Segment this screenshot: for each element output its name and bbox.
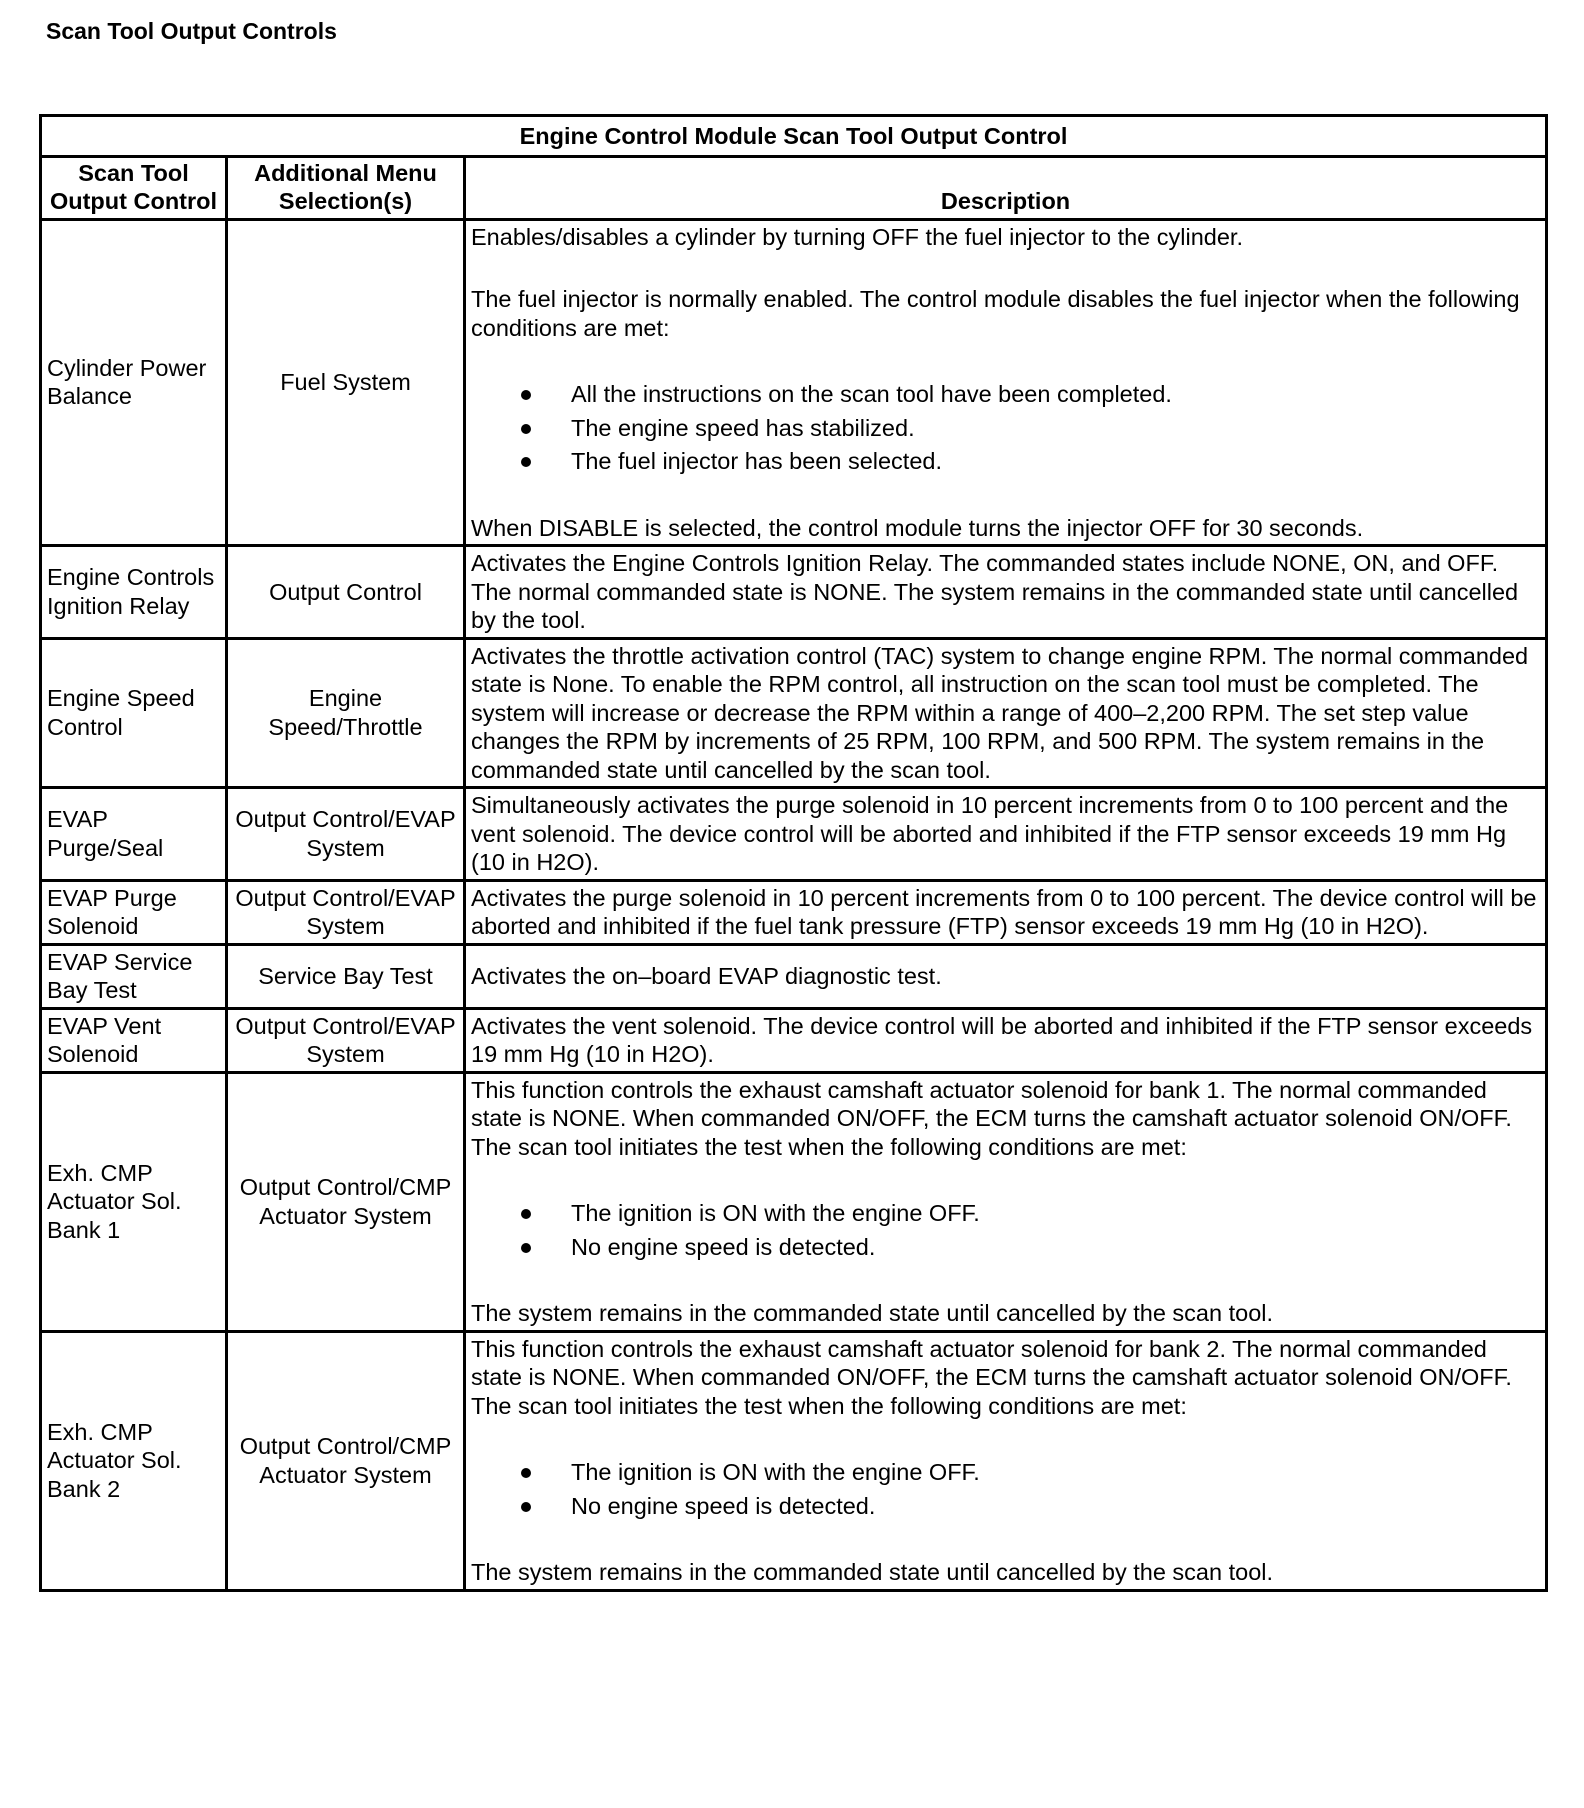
description-cell — [465, 788, 1547, 881]
menu-cell: Output Control/EVAP System — [227, 788, 465, 881]
bullet-icon — [521, 390, 531, 400]
description-text: Activates the Engine Controls Ignition Relay. The commanded states include NONE, ON, and OFF. The normal commanded state is NONE. The system remains in the commanded state until cancelled by the tool. — [471, 550, 1519, 633]
description-text: Simultaneously activates the purge solenoid in 10 percent increments from 0 to 100 percent and the vent solenoid. The device control will be aborted and inhibited if the FTP sensor exceeds 19 mm Hg (10 in H2O). — [471, 792, 1509, 875]
description-cell — [465, 1072, 1547, 1331]
menu-cell: Output Control/EVAP System — [227, 1008, 465, 1072]
control-cell: EVAP Purge/Seal — [41, 788, 227, 881]
table-row — [41, 219, 1547, 546]
menu-cell: Output Control/EVAP System — [227, 880, 465, 944]
menu-cell: Output Control/CMP Actuator System — [227, 1072, 465, 1331]
conditions-list — [471, 1199, 1540, 1261]
list-item-text: All the instructions on the scan tool have been completed. — [571, 381, 1172, 407]
bullet-icon — [521, 457, 531, 467]
bullet-icon — [521, 1502, 531, 1512]
menu-cell: Output Control/CMP Actuator System — [227, 1331, 465, 1590]
table-title: Engine Control Module Scan Tool Output Control — [41, 116, 1547, 157]
description-cell — [465, 944, 1547, 1008]
list-item-text: No engine speed is detected. — [571, 1233, 876, 1260]
list-item — [471, 1458, 1540, 1487]
description-text: This function controls the exhaust camshaft actuator solenoid for bank 2. The normal commanded state is NONE. When commanded ON/OFF, the ECM turns the camshaft actuator solenoid ON/OFF. The scan tool initiates the test when the following conditions are met: — [471, 1335, 1512, 1419]
control-cell: EVAP Service Bay Test — [41, 944, 227, 1008]
list-item — [471, 1233, 1540, 1262]
table-row — [41, 788, 1547, 881]
control-cell: Engine Speed Control — [41, 638, 227, 788]
description-cell — [465, 638, 1547, 788]
bullet-icon — [521, 1468, 531, 1478]
control-cell: Cylinder Power Balance — [41, 219, 227, 546]
list-item — [471, 1199, 1540, 1228]
menu-cell: Engine Speed/Throttle — [227, 638, 465, 788]
output-control-table — [39, 114, 1548, 1592]
bullet-icon — [521, 1209, 531, 1219]
output-control-table-wrap — [39, 114, 1545, 1592]
table-row — [41, 546, 1547, 639]
list-item-text: The fuel injector has been selected. — [571, 448, 943, 474]
description-after: The system remains in the commanded state until cancelled by the scan tool. — [471, 1300, 1274, 1326]
description-text: Activates the vent solenoid. The device control will be aborted and inhibited if the FTP sensor exceeds 19 mm Hg (10 in H2O). — [471, 1012, 1533, 1067]
description-text: The fuel injector is normally enabled. The control module disables the fuel injector when the following conditions are met: — [471, 286, 1520, 341]
description-text: This function controls the exhaust camshaft actuator solenoid for bank 1. The normal commanded state is NONE. When commanded ON/OFF, the ECM turns the camshaft actuator solenoid ON/OFF. The scan tool initiates the test when the following conditions are met: — [471, 1076, 1512, 1160]
table-header-row — [41, 156, 1547, 219]
menu-cell: Output Control — [227, 546, 465, 639]
table-row — [41, 880, 1547, 944]
conditions-list — [471, 1458, 1540, 1520]
description-intro: Enables/disables a cylinder by turning OFF the fuel injector to the cylinder. — [471, 223, 1243, 250]
conditions-list — [471, 380, 1540, 476]
description-text: Activates the on–board EVAP diagnostic test. — [471, 962, 942, 989]
header-scan-tool-output-control: Scan Tool Output Control — [41, 156, 227, 219]
page-title: Scan Tool Output Controls — [46, 18, 337, 44]
description-cell — [465, 1008, 1547, 1072]
table-row — [41, 1072, 1547, 1331]
list-item-text: The ignition is ON with the engine OFF. — [571, 1459, 980, 1485]
control-cell: EVAP Purge Solenoid — [41, 880, 227, 944]
list-item-text: No engine speed is detected. — [571, 1492, 876, 1519]
table-row — [41, 1008, 1547, 1072]
table-row — [41, 638, 1547, 788]
description-cell — [465, 880, 1547, 944]
control-cell: Exh. CMP Actuator Sol. Bank 1 — [41, 1072, 227, 1331]
menu-cell: Fuel System — [227, 219, 465, 546]
description-cell — [465, 1331, 1547, 1590]
bullet-icon — [521, 424, 531, 434]
description-after: The system remains in the commanded state until cancelled by the scan tool. — [471, 1559, 1274, 1585]
list-item-text: The ignition is ON with the engine OFF. — [571, 1200, 980, 1226]
list-item-text: The engine speed has stabilized. — [571, 414, 915, 441]
list-item — [471, 447, 1540, 476]
description-cell — [465, 546, 1547, 639]
control-cell: EVAP Vent Solenoid — [41, 1008, 227, 1072]
description-text: Activates the throttle activation control (TAC) system to change engine RPM. The normal commanded state is None. To enable the RPM control, all instruction on the scan tool must be completed. The system will increase or decrease the RPM within a range of 400–2,200 RPM. The set step value changes the RPM by increments of 25 RPM, 100 RPM, and 500 RPM. The system remains in the commanded state until cancelled by the scan tool. — [471, 642, 1529, 783]
header-description: Description — [465, 156, 1547, 219]
control-cell: Exh. CMP Actuator Sol. Bank 2 — [41, 1331, 227, 1590]
description-text: Activates the purge solenoid in 10 percent increments from 0 to 100 percent. The device control will be aborted and inhibited if the fuel tank pressure (FTP) sensor exceeds 19 mm Hg (10 in H2O). — [471, 884, 1537, 939]
bullet-icon — [521, 1243, 531, 1253]
list-item — [471, 414, 1540, 443]
header-additional-menu-selections: Additional Menu Selection(s) — [227, 156, 465, 219]
table-row — [41, 944, 1547, 1008]
list-item — [471, 380, 1540, 409]
table-title-row — [41, 116, 1547, 157]
table-row — [41, 1331, 1547, 1590]
list-item — [471, 1492, 1540, 1521]
description-after: When DISABLE is selected, the control module turns the injector OFF for 30 seconds. — [471, 514, 1364, 541]
menu-cell: Service Bay Test — [227, 944, 465, 1008]
description-cell — [465, 219, 1547, 546]
control-cell: Engine Controls Ignition Relay — [41, 546, 227, 639]
